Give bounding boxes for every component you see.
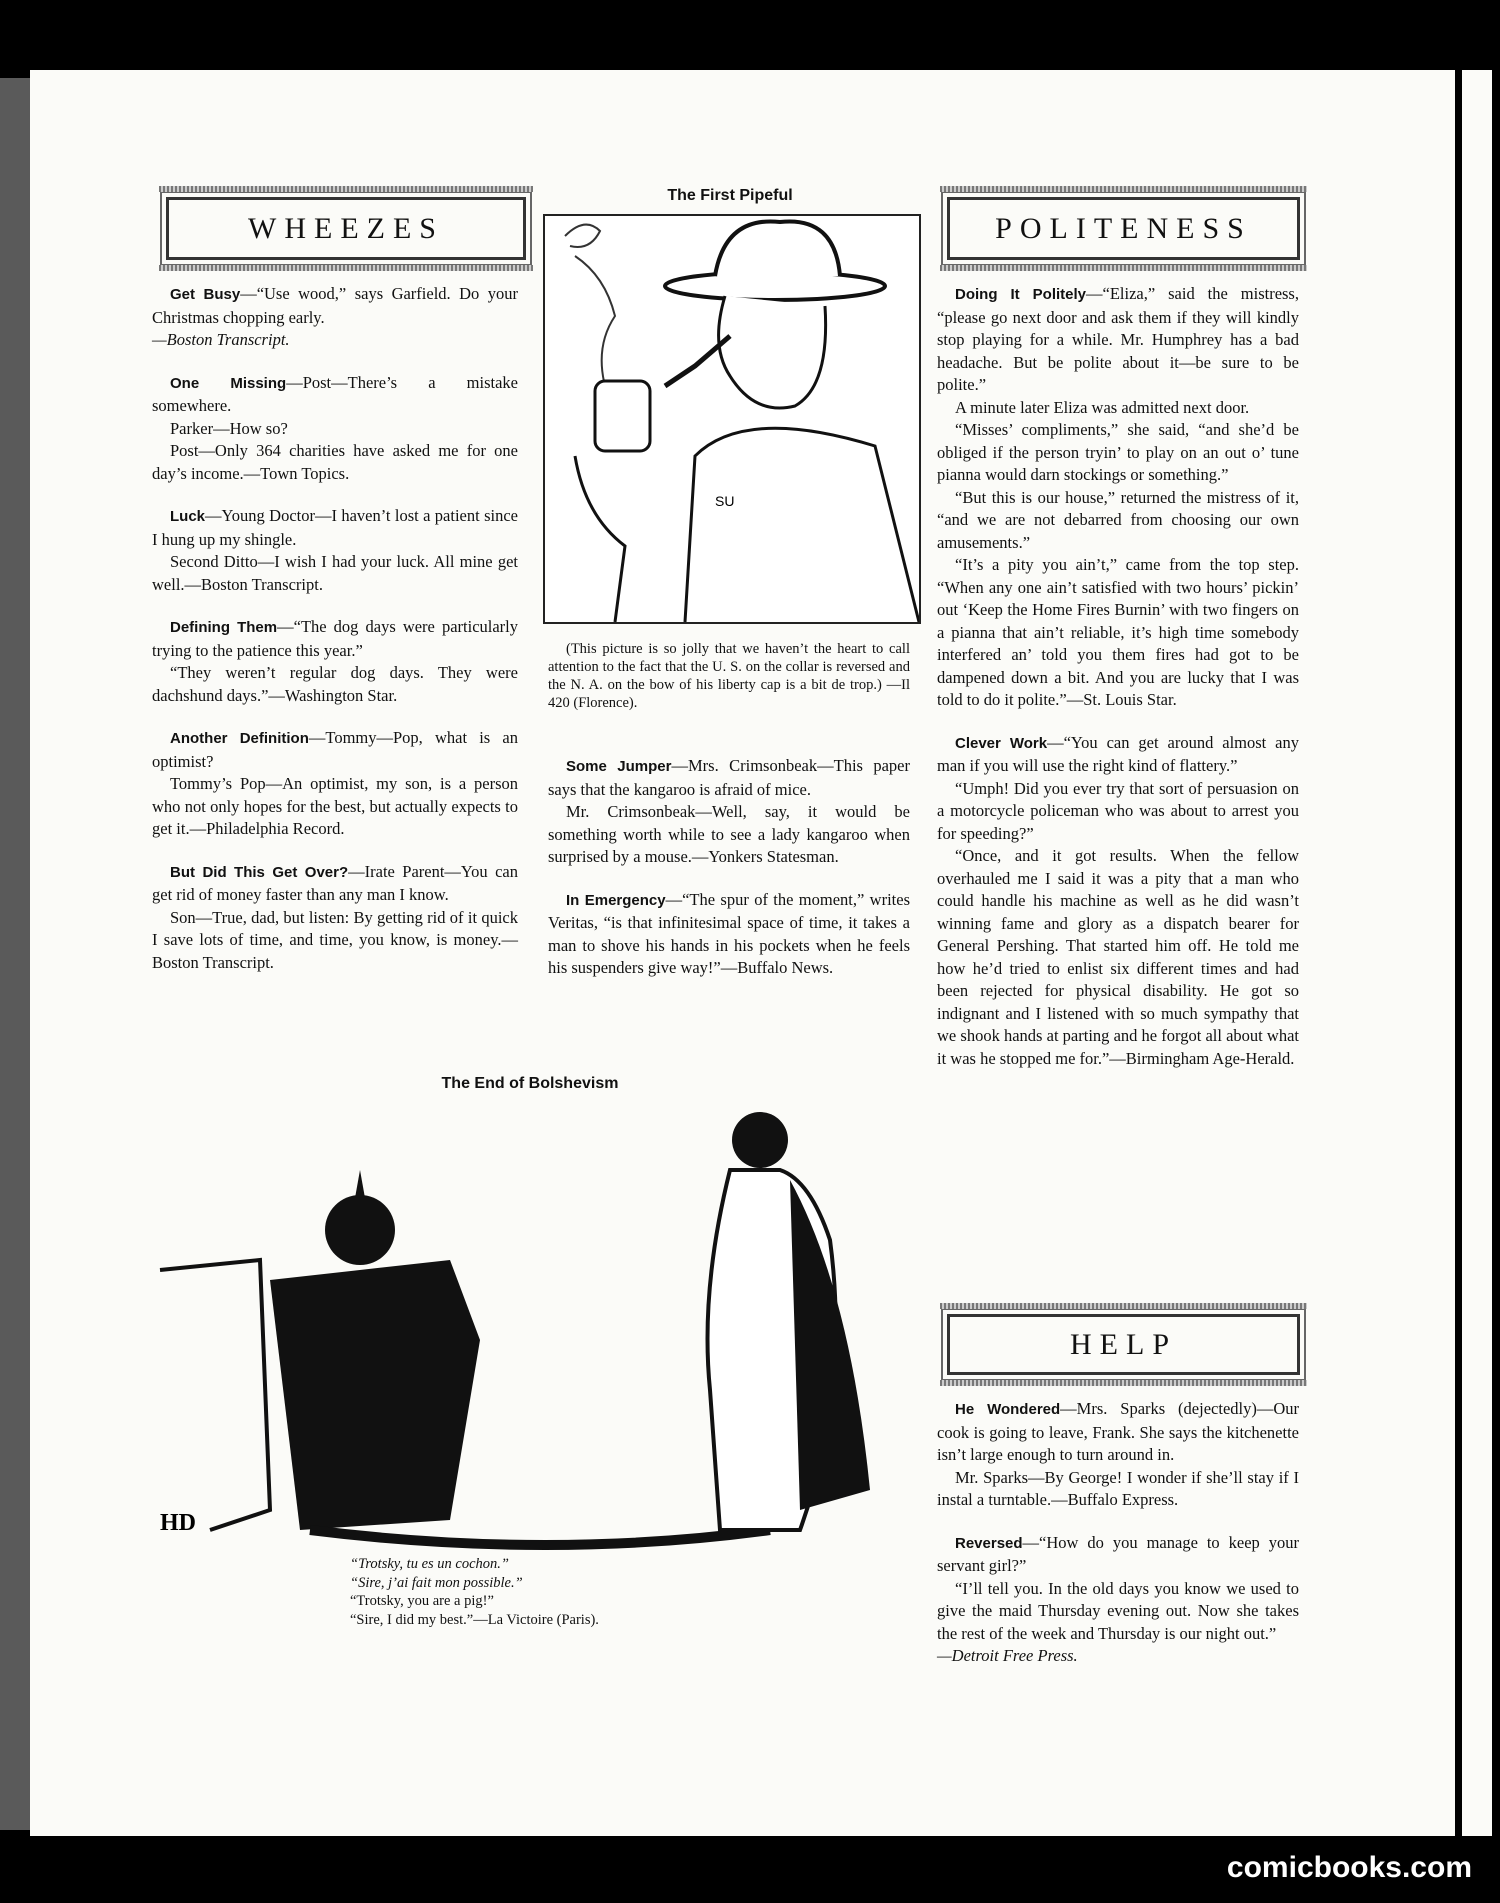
artist-signature: HD — [160, 1510, 196, 1536]
pipeful-caption: (This picture is so jolly that we haven’t the heart to call attention to the fact that the U. S. on the collar is reversed and the N. A. on the bow of his liberty cap is a bit de trop.) —Il 420 (Florence). — [548, 641, 910, 711]
politeness-column: Doing It Politely—“Eliza,” said the mistress, “please go next door and ask them if they will kindly stop playing for a while. Mr. Humphrey has a bad headache. But be polite about it—be sure to be polite.” A minute later Eliza was admitted next door. “Misses’ compliments,” she said, “and she’d be obliged if the person tryin’ to play on an out o’ tune pianna would darn stockings or something.” “But this is our house,” returned the mistress of it, “and we are not debarred from choosing our own amusements.” “It’s a pity you ain’t,” came from the top step. “When any one ain’t satisfied with two hours’ pickin’ out ‘Keep the Home Fires Burnin’ with two fingers on a pianna that ain’t reliable, it’s high time somebody interfered an’ told you them fires had got to be dampened down a bit. And you are lucky that I was told to do it polite.”—St. Louis Star. Clever Work—“You can get around almost any man if you will use the right kind of flattery.” “Umph! Did you ever try that sort of persuasion on a motorcycle policeman who was about to arrest you for speeding?” “Once, and it got results. When the fellow overhauled me I said it was a pity that a man who could handle his machine as well as he did wasn’t winning fame and glory as a dispatch bearer for General Pershing. That started him off. He told me how he’d tried to enlist six different times and had been rejected for physical disability. He got so indignant and I listened with so much sympathy that we shook hands at parting and he forgot all about what it was he stopped me for.”—Birmingham Age-Herald. — [937, 284, 1300, 1068]
kaiser-trotsky-drawing — [150, 1090, 910, 1550]
bolshevism-illustration — [150, 1090, 910, 1550]
bolshevism-caption: “Trotsky, tu es un cochon.” “Sire, j’ai fait mon possible.” “Trotsky, you are a pig!” “Sire, I did my best.”—La Victoire (Paris). — [350, 1556, 599, 1628]
politeness-header — [947, 197, 1300, 260]
soldier-pipe-drawing — [545, 216, 919, 622]
politeness-title: POLITENESS — [995, 211, 1252, 245]
pipeful-title: The First Pipeful — [667, 187, 793, 204]
help-header — [947, 1314, 1300, 1375]
collar-letters: SU — [715, 493, 735, 509]
help-column: He Wondered—Mrs. Sparks (dejectedly)—Our cook is going to leave, Frank. She says the kitchenette isn’t large enough to turn around in. Mr. Sparks—By George! I wonder if she’ll stay if I instal a turntable.—Buffalo Express. Reversed—“How do you manage to keep your servant girl?” “I’ll tell you. In the old days you know we used to give the maid Thursday evening out. Now she takes the rest of the week and Thursday is our night out.” —Detroit Free Press. — [937, 1399, 1300, 1665]
next-page-edge — [1462, 70, 1492, 1836]
wheezes-column: Get Busy—“Use wood,” says Garfield. Do your Christmas chopping early. —Boston Transcript. One Missing—Post—There’s a mistake somewhere. Parker—How so? Post—Only 364 charities have asked me for one day’s income.—Town Topics. Luck—Young Doctor—I haven’t lost a patient since I hung up my shingle. Second Ditto—I wish I had your luck. All mine get well.—Boston Transcript. Defining Them—“The dog days were particularly trying to the patience this year.” “They weren’t regular dog days. They were dachshund days.”—Washington Star. Another Definition—Tommy—Pop, what is an optimist? Tommy’s Pop—An optimist, my son, is a person who not only hopes for the best, but actually expects to get it.—Philadelphia Record. But Did This Get Over?—Irate Parent—You can get rid of money faster than any man I know. Son—True, dad, but listen: By getting rid of it quick I save lots of time, and time, you know, is money.—Boston Transcript. — [152, 284, 518, 972]
scan-edge — [0, 78, 30, 1830]
help-title: HELP — [1070, 1327, 1177, 1361]
site-watermark: comicbooks.com — [1226, 1851, 1472, 1884]
bolshevism-title: The End of Bolshevism — [441, 1075, 619, 1092]
wheezes-header — [166, 197, 526, 260]
pipeful-illustration — [543, 214, 921, 624]
middle-column: Some Jumper—Mrs. Crimsonbeak—This paper says that the kangaroo is afraid of mice. Mr. Crimsonbeak—Well, say, it would be something worth while to see a lady kangaroo when surprised by a mouse.—Yonkers Statesman. In Emergency—“The spur of the moment,” writes Veritas, “is that infinitesimal space of time, it takes a man to shove his hands in his pockets when he feels his suspenders give way!”—Buffalo News. — [548, 756, 910, 977]
wheezes-title: WHEEZES — [248, 211, 444, 245]
